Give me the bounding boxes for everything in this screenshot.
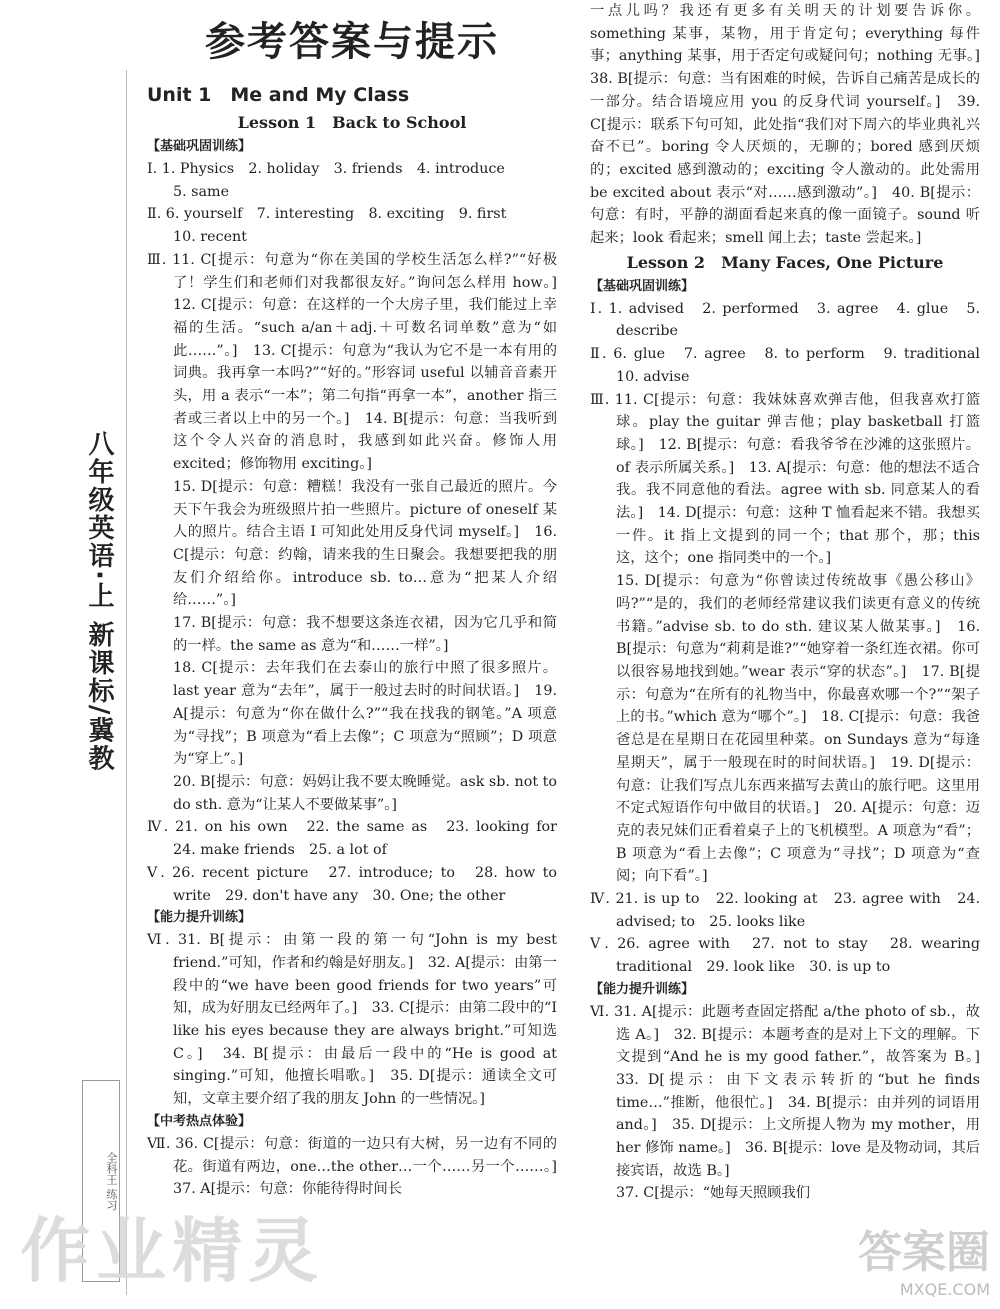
answer-paragraph: Ⅰ. 1. Physics 2. holiday 3. friends 4. introduce — [147, 161, 505, 177]
lesson-title: Lesson 1 Back to School — [237, 113, 467, 132]
answer-paragraph: 10. recent — [173, 229, 247, 246]
answer-paragraph: 20. B[提示：句意：妈妈让我不要太晚睡觉。ask sb. not to do sth. 意为“让某人不要做某事”。] — [173, 773, 557, 813]
section-heading: 【中考热点体验】 — [147, 1113, 252, 1129]
answer-paragraph: Ⅰ. 1. advised 2. performed 3. agree 4. glue 5. describe — [590, 300, 980, 340]
answer-paragraph: 一点儿吗？我还有更多有关明天的计划要告诉你。something 某事，某物，用于肯定句；everything 每件事；anything 某事，用于否定句或疑问句；nothing 无事。] 38. B[提示：句意：当有困难的时候，告诉自己痛苦是成长的一部分。结合语境应用 you 的反身代词 yourself。] 39. C[提示：联系下句可知，此处指“我们对下周六的毕业典礼兴奋不已”。boring 令人厌烦的，无聊的；bored 感到厌烦的；excited 感到激动的；exciting 令人激动的。此处需用 be excited about 表示“对……感到激动”。] 40. B[提示：句意：有时，平静的湖面看起来真的像一面镜子。sound 听起来；look 看起来；smell 闻上去；taste 尝起来。] — [590, 3, 995, 247]
answer-paragraph: 15. D[提示：句意：糟糕！我没有一张自己最近的照片。今天下午我会为班级照片拍一些照片。picture of oneself 某人的照片。结合主语 I 可知此处用反身代词 myself。] 16. C[提示：句意：约翰，请来我的生日聚会。我想要把我的朋友们介绍给你。introduce sb. to…意为“把某人介绍给……”。] — [173, 478, 557, 609]
spine-label: 八年级英语·上 新课标/冀教 — [84, 430, 114, 773]
answer-paragraph: 15. D[提示：句意为“你曾读过传统故事《愚公移山》吗?”“是的，我们的老师经常建议我们读更有意义的传统书籍。”advise sb. to do sth. 建议某人做某事。] 16. B[提示：句意为“莉莉是谁?”“她穿着一条红连衣裙。你可以很容易地找到她。”wear 表示“穿的状态”。] 17. B[提示：句意为“在所有的礼物当中，你最喜欢哪一个?”“架子上的书。”which 意为“哪个”。] 18. C[提示：句意：我爸爸总是在星期日在花园里种菜。on Sundays 意为“每逢星期天”，属于一般现在时的时间状语。] 19. D[提示：句意：让我们写点儿东西来描写去黄山的旅行吧。这里用不定式短语作句中做目的状语。] 20. A[提示：句意：迈克的表兄妹们正看着桌子上的飞机模型。A 项意为“看”；B 项意为“看上去像”；C 项意为“寻找”；D 项意为“查阅；向下看”。] — [616, 573, 980, 885]
answer-paragraph: Ⅶ. 36. C[提示：句意：街道的一边只有大树，另一边有不同的花。街道有两边，one…the other…一个……另一个……。] 37. A[提示：句意：你能待得时间长 — [147, 1135, 572, 1198]
answer-paragraph: Ⅱ. 6. yourself 7. interesting 8. exciting 9. first — [147, 206, 507, 223]
left-column — [147, 80, 572, 1201]
page-title: 参考答案与提示 — [205, 19, 499, 65]
answer-paragraph: Ⅴ. 26. recent picture 27. introduce; to 28. how to write 29. don't have any 30. One; the other — [147, 864, 557, 904]
answer-paragraph: Ⅵ. 31. A[提示：此题考查固定搭配 a/the photo of sb.，故选 A。] 32. B[提示：本题考查的是对上下文的理解。下文提到“And he is my good father.”，故答案为 B。] 33. D[提示：由下文表示转折的“but he finds time…”推断，他很忙。] 34. B[提示：由并列的词语用 and。] 35. D[提示：上文所提人物为 my mother，用 her 修饰 name。] 36. B[提示：love 是及物动词，其后接宾语，故选 B。] — [590, 1003, 995, 1179]
answer-paragraph: Ⅱ. 6. glue 7. agree 8. to perform 9. traditional 10. advise — [590, 346, 995, 385]
right-column — [590, 0, 995, 1205]
watermark-right — [858, 1216, 990, 1299]
answer-paragraph: 17. B[提示：句意：我不想要这条连衣裙，因为它几乎和简的一样。the same as 意为“和……一样”。] — [173, 615, 557, 654]
section-heading: 【能力提升训练】 — [147, 910, 252, 926]
spine-logo: 全科王 练习 — [82, 1080, 120, 1282]
answer-paragraph: Ⅳ. 21. is up to 22. looking at 23. agree with 24. advised; to 25. looks like — [590, 891, 980, 930]
watermark-left: 作业精灵 — [20, 1210, 324, 1292]
watermark-right-main: 答案圈 — [858, 1227, 990, 1278]
answer-paragraph: Ⅲ. 11. C[提示：句意：我妹妹喜欢弹吉他，但我喜欢打篮球。play the guitar 弹吉他；play basketball 打篮球。] 12. B[提示：句意：看我爷爷在沙滩的这张照片。of 表示所属关系。] 13. A[提示：句意：他的想法不适合我。我不同意他的看法。agree with sb. 同意某人的看法。] 14. D[提示：句意：这种 T 恤看起来不错。我想买一件。it 指上文提到的同一个；that 那个，那；this 这，这个；one 指同类中的一个。] — [590, 391, 980, 567]
unit-title: Unit 1 Me and My Class — [147, 84, 410, 106]
section-heading: 【基础巩固训练】 — [590, 278, 695, 294]
lesson-title: Lesson 2 Many Faces, One Picture — [626, 252, 944, 272]
section-heading: 【能力提升训练】 — [590, 981, 695, 997]
answer-paragraph: Ⅳ. 21. on his own 22. the same as 23. looking for 24. make friends 25. a lot of — [147, 819, 572, 859]
answer-paragraph: 37. C[提示：“她每天照顾我们 — [616, 1185, 811, 1202]
answer-paragraph: Ⅲ. 11. C[提示：句意为“你在美国的学校生活怎么样?”“好极了！学生们和老师们对我都很友好。”询问怎么样用 how。] 12. C[提示：句意：在这样的一个大房子里，我们能过上幸福的生活。“such a/an＋adj.＋可数名词单数”意为“如此……”。] 13. C[提示：句意为“我认为它不是一本有用的词典。我再拿一本吗?”“好的。”形容词 useful 以辅音音素开头，用 a 表示“一本”；第二句指“再拿一本”，another 指三者或三者以上中的另一个。] 14. B[提示：句意：当我听到这个令人兴奋的消息时，我感到如此兴奋。修饰人用 excited；修饰物用 exciting。] — [147, 251, 572, 473]
watermark-right-url: MXQE.COM — [899, 1280, 990, 1299]
answer-paragraph: Ⅵ. 31. B[提示：由第一段的第一句“John is my best friend.”可知，作者和约翰是好朋友。] 32. A[提示：由第一段中的“we have been good friends for two years”可知，成为好朋友已经两年了。] 33. C[提示：由第二段中的“I like his eyes because they are always bright.”可知选 C。] 34. B[提示：由最后一段中的“He is good at singing.”可知，他擅长唱歌。] 35. D[提示：通读全文可知，文章主要介绍了我的朋友 John 的一些情况。] — [147, 932, 558, 1108]
answer-paragraph: Ⅴ. 26. agree with 27. not to stay 28. wearing traditional 29. look like 30. is up to — [590, 936, 980, 976]
answer-paragraph: 5. same — [173, 183, 230, 200]
section-heading: 【基础巩固训练】 — [147, 139, 252, 154]
answer-paragraph: 18. C[提示：去年我们在去泰山的旅行中照了很多照片。last year 意为“去年”，属于一般过去时的时间状语。] 19. A[提示：句意为“你在做什么?”“我在找我的钢笔。”A 项意为“寻找”；B 项意为“看上去像”；C 项意为“照顾”；D 项意为“穿上”。] — [173, 660, 557, 768]
